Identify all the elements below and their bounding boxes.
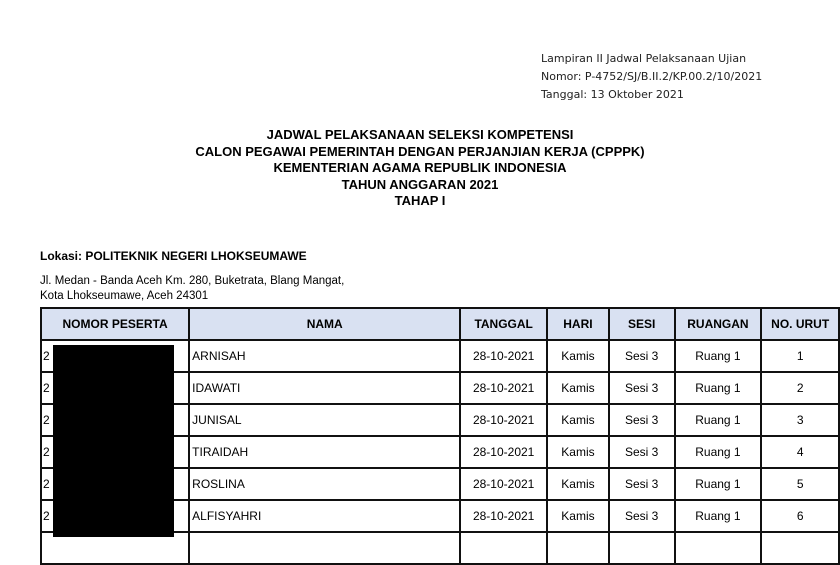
reference-line: Lampiran II Jadwal Pelaksanaan Ujian xyxy=(541,52,747,65)
redaction-box xyxy=(53,345,174,537)
cell-hari: Kamis xyxy=(547,468,609,500)
address-line: Jl. Medan - Banda Aceh Km. 280, Buketrata, Blang Mangat, xyxy=(40,275,345,287)
cell-nomor: 2 xyxy=(41,340,189,372)
cell-ruangan: Ruang 1 xyxy=(675,436,762,468)
cell-nomor: 2 xyxy=(41,372,189,404)
title-line: JADWAL PELAKSANAAN SELEKSI KOMPETENSI xyxy=(266,127,574,142)
cell-hari: Kamis xyxy=(547,404,609,436)
title-line: TAHAP I xyxy=(394,193,446,208)
cell-tanggal: 28-10-2021 xyxy=(460,340,547,372)
document-title xyxy=(0,127,840,210)
cell-hari: Kamis xyxy=(547,372,609,404)
cell-sesi: Sesi 3 xyxy=(609,468,675,500)
cell-nomor: 2 xyxy=(41,500,189,532)
cell-ruangan: Ruang 1 xyxy=(675,404,762,436)
cell-empty xyxy=(609,532,675,564)
table-header-row xyxy=(41,308,839,340)
address-line: Kota Lhokseumawe, Aceh 24301 xyxy=(40,290,209,302)
title-line: TAHUN ANGGARAN 2021 xyxy=(341,176,499,192)
header-hari: HARI xyxy=(547,308,609,340)
reference-date: Tanggal: 13 Oktober 2021 xyxy=(541,88,684,101)
cell-sesi: Sesi 3 xyxy=(609,372,675,404)
cell-urut: 3 xyxy=(761,404,839,436)
cell-urut: 4 xyxy=(761,436,839,468)
cell-nomor: 2 xyxy=(41,436,189,468)
header-ruangan: RUANGAN xyxy=(675,308,762,340)
location-address xyxy=(40,274,344,304)
cell-sesi: Sesi 3 xyxy=(609,404,675,436)
cell-empty xyxy=(460,532,547,564)
cell-tanggal: 28-10-2021 xyxy=(460,372,547,404)
cell-urut: 5 xyxy=(761,468,839,500)
header-tanggal: TANGGAL xyxy=(460,308,547,340)
cell-tanggal: 28-10-2021 xyxy=(460,404,547,436)
cell-hari: Kamis xyxy=(547,340,609,372)
cell-urut: 1 xyxy=(761,340,839,372)
cell-ruangan: Ruang 1 xyxy=(675,500,762,532)
cell-sesi: Sesi 3 xyxy=(609,340,675,372)
cell-tanggal: 28-10-2021 xyxy=(460,436,547,468)
reference-block xyxy=(541,50,762,104)
cell-empty xyxy=(761,532,839,564)
cell-urut: 6 xyxy=(761,500,839,532)
cell-nama: ALFISYAHRI xyxy=(189,500,460,532)
cell-sesi: Sesi 3 xyxy=(609,436,675,468)
header-nomor: NOMOR PESERTA xyxy=(41,308,189,340)
cell-empty xyxy=(547,532,609,564)
cell-nama: IDAWATI xyxy=(189,372,460,404)
title-line: KEMENTERIAN AGAMA REPUBLIK INDONESIA xyxy=(273,160,567,175)
cell-ruangan: Ruang 1 xyxy=(675,468,762,500)
header-no-urut: NO. URUT xyxy=(761,308,839,340)
cell-sesi: Sesi 3 xyxy=(609,500,675,532)
cell-empty xyxy=(675,532,762,564)
reference-number: Nomor: P-4752/SJ/B.II.2/KP.00.2/10/2021 xyxy=(541,70,763,83)
header-nama: NAMA xyxy=(189,308,460,340)
cell-empty xyxy=(189,532,460,564)
cell-ruangan: Ruang 1 xyxy=(675,372,762,404)
cell-ruangan: Ruang 1 xyxy=(675,340,762,372)
cell-hari: Kamis xyxy=(547,436,609,468)
location-label: Lokasi: POLITEKNIK NEGERI LHOKSEUMAWE xyxy=(40,249,307,263)
cell-tanggal: 28-10-2021 xyxy=(460,500,547,532)
title-line: CALON PEGAWAI PEMERINTAH DENGAN PERJANJIAN KERJA (CPPPK) xyxy=(195,143,645,159)
cell-urut: 2 xyxy=(761,372,839,404)
cell-nama: TIRAIDAH xyxy=(189,436,460,468)
cell-nama: JUNISAL xyxy=(189,404,460,436)
cell-tanggal: 28-10-2021 xyxy=(460,468,547,500)
cell-nomor: 2 xyxy=(41,468,189,500)
cell-hari: Kamis xyxy=(547,500,609,532)
cell-nama: ARNISAH xyxy=(189,340,460,372)
cell-nama: ROSLINA xyxy=(189,468,460,500)
header-sesi: SESI xyxy=(609,308,675,340)
cell-nomor: 2 xyxy=(41,404,189,436)
